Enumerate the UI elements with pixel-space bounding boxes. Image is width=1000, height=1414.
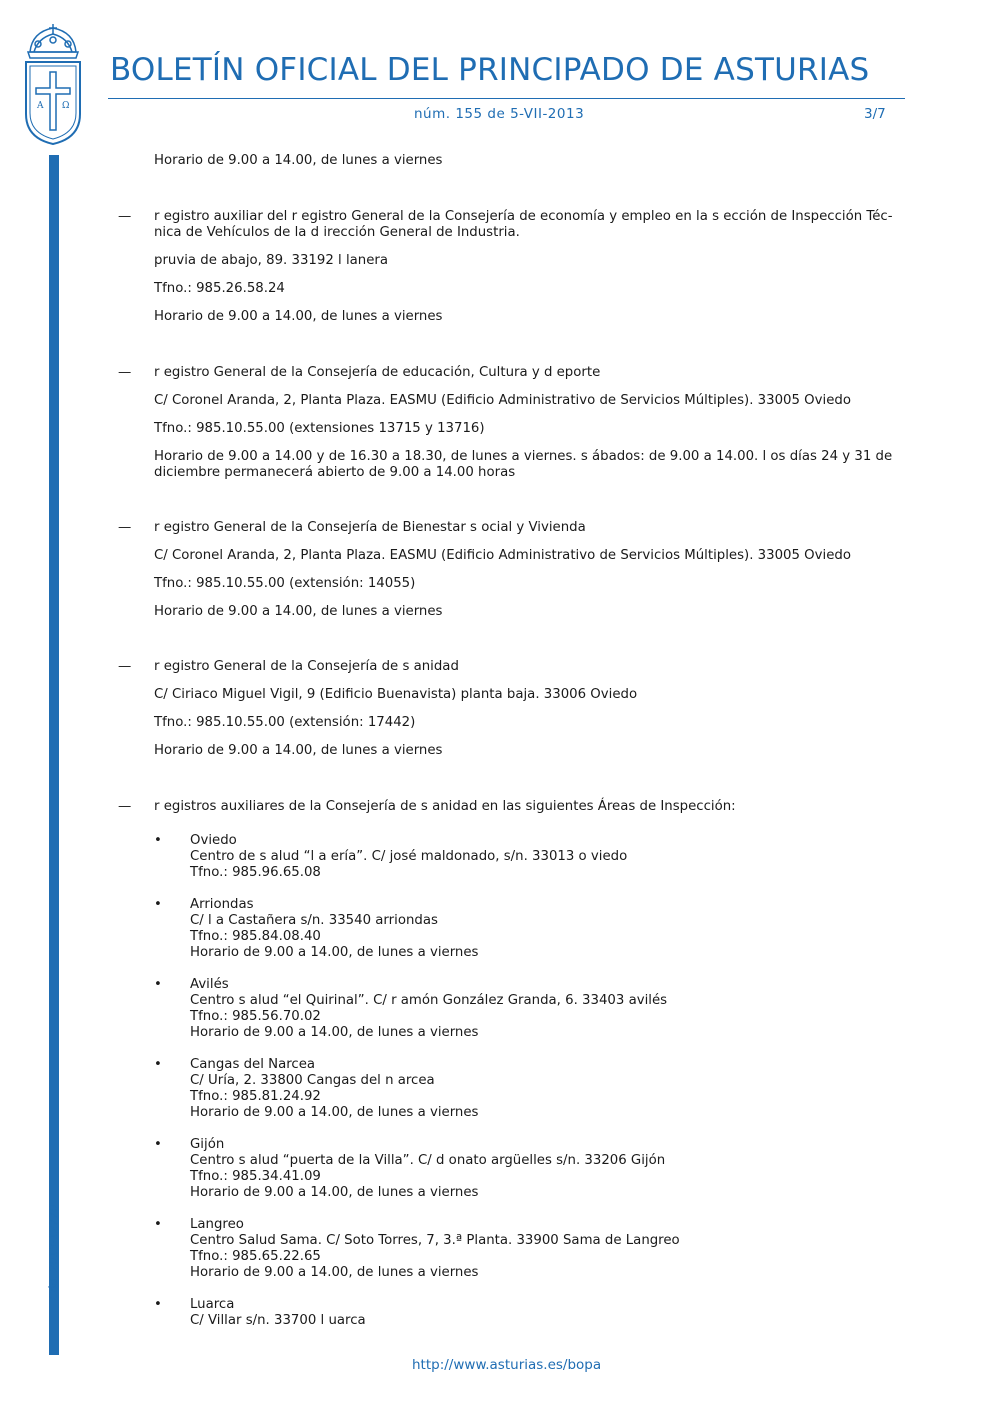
bulletin-title: BOLETÍN OFICIAL DEL PRINCIPADO DE ASTURIAS xyxy=(110,52,870,88)
sidebar-bar xyxy=(49,155,59,1355)
area-name: Langreo xyxy=(190,1217,244,1232)
area-detail: Centro de s alud “l a ería”. C/ josé maldonado, s/n. 33013 o viedo xyxy=(190,849,628,864)
area-name: Gijón xyxy=(190,1137,225,1152)
address-line: C/ Coronel Aranda, 2, Planta Plaza. EASMU (Edificio Administrativo de Servicios Múltiples). 33005 Oviedo xyxy=(154,393,851,408)
hours-line: Horario de 9.00 a 14.00, de lunes a viernes xyxy=(154,153,443,168)
list-bullet: • xyxy=(154,1217,162,1232)
section-heading-cont: nica de Vehículos de la d irección General de Industria. xyxy=(154,225,520,240)
section-heading: r egistro General de la Consejería de educación, Cultura y d eporte xyxy=(154,365,601,380)
asturias-crest-logo xyxy=(20,22,86,146)
section-heading: r egistro General de la Consejería de Bienestar s ocial y Vivienda xyxy=(154,520,586,535)
page-number: 3/7 xyxy=(864,106,886,122)
hours-line: Horario de 9.00 a 14.00, de lunes a viernes xyxy=(154,604,443,619)
hours-line: Horario de 9.00 a 14.00, de lunes a viernes xyxy=(154,309,443,324)
area-name: Luarca xyxy=(190,1297,235,1312)
area-detail: Horario de 9.00 a 14.00, de lunes a viernes xyxy=(190,1105,479,1120)
area-detail: Centro Salud Sama. C/ Soto Torres, 7, 3.ª Planta. 33900 Sama de Langreo xyxy=(190,1233,680,1248)
phone-line: Tfno.: 985.10.55.00 (extensiones 13715 y 13716) xyxy=(154,421,485,436)
list-bullet: • xyxy=(154,1137,162,1152)
section-heading: r egistro auxiliar del r egistro General de la Consejería de economía y empleo en la s ección de Inspección Téc- xyxy=(154,209,893,224)
section-dash: — xyxy=(118,659,132,674)
area-detail: Tfno.: 985.96.65.08 xyxy=(190,865,321,880)
area-detail: Centro s alud “puerta de la Villa”. C/ d onato argüelles s/n. 33206 Gijón xyxy=(190,1153,666,1168)
area-detail: Horario de 9.00 a 14.00, de lunes a viernes xyxy=(190,1265,479,1280)
section-dash: — xyxy=(118,209,132,224)
hours-line-cont: diciembre permanecerá abierto de 9.00 a 14.00 horas xyxy=(154,465,516,480)
svg-text:A: A xyxy=(37,101,44,111)
address-line: C/ Coronel Aranda, 2, Planta Plaza. EASMU (Edificio Administrativo de Servicios Múltiples). 33005 Oviedo xyxy=(154,548,851,563)
section-dash: — xyxy=(118,799,132,814)
list-bullet: • xyxy=(154,1057,162,1072)
section-dash: — xyxy=(118,365,132,380)
area-name: Oviedo xyxy=(190,833,237,848)
list-bullet: • xyxy=(154,1297,162,1312)
section-heading: r egistro General de la Consejería de s anidad xyxy=(154,659,459,674)
area-detail: C/ Uría, 2. 33800 Cangas del n arcea xyxy=(190,1073,435,1088)
address-line: pruvia de abajo, 89. 33192 l lanera xyxy=(154,253,389,268)
section-dash: — xyxy=(118,520,132,535)
area-detail: Horario de 9.00 a 14.00, de lunes a viernes xyxy=(190,1025,479,1040)
area-detail: Tfno.: 985.84.08.40 xyxy=(190,929,321,944)
list-bullet: • xyxy=(154,977,162,992)
header-rule xyxy=(108,98,905,99)
hours-line: Horario de 9.00 a 14.00 y de 16.30 a 18.30, de lunes a viernes. s ábados: de 9.00 a 14.00. l os días 24 y 31 de xyxy=(154,449,893,464)
area-name: Arriondas xyxy=(190,897,254,912)
area-detail: Tfno.: 985.65.22.65 xyxy=(190,1249,321,1264)
section-heading: r egistros auxiliares de la Consejería de s anidad en las siguientes Áreas de Inspección: xyxy=(154,799,736,814)
area-detail: Tfno.: 985.56.70.02 xyxy=(190,1009,321,1024)
area-detail: C/ l a Castañera s/n. 33540 arriondas xyxy=(190,913,438,928)
footer-link[interactable]: http://www.asturias.es/bopa xyxy=(412,1357,602,1373)
phone-line: Tfno.: 985.26.58.24 xyxy=(154,281,285,296)
list-bullet: • xyxy=(154,897,162,912)
list-bullet: • xyxy=(154,833,162,848)
area-detail: Horario de 9.00 a 14.00, de lunes a viernes xyxy=(190,1185,479,1200)
hours-line: Horario de 9.00 a 14.00, de lunes a viernes xyxy=(154,743,443,758)
area-detail: C/ Villar s/n. 33700 l uarca xyxy=(190,1313,366,1328)
area-name: Avilés xyxy=(190,977,229,992)
area-detail: Tfno.: 985.34.41.09 xyxy=(190,1169,321,1184)
area-name: Cangas del Narcea xyxy=(190,1057,316,1072)
svg-text:Ω: Ω xyxy=(62,101,70,111)
area-detail: Tfno.: 985.81.24.92 xyxy=(190,1089,321,1104)
address-line: C/ Ciriaco Miguel Vigil, 9 (Edificio Buenavista) planta baja. 33006 Oviedo xyxy=(154,687,638,702)
phone-line: Tfno.: 985.10.55.00 (extensión: 17442) xyxy=(154,715,416,730)
document-code: Cód. 2013-12770 xyxy=(47,1204,60,1300)
phone-line: Tfno.: 985.10.55.00 (extensión: 14055) xyxy=(154,576,416,591)
area-detail: Centro s alud “el Quirinal”. C/ r amón González Granda, 6. 33403 avilés xyxy=(190,993,668,1008)
area-detail: Horario de 9.00 a 14.00, de lunes a viernes xyxy=(190,945,479,960)
issue-number: núm. 155 de 5-VII-2013 xyxy=(414,106,585,122)
